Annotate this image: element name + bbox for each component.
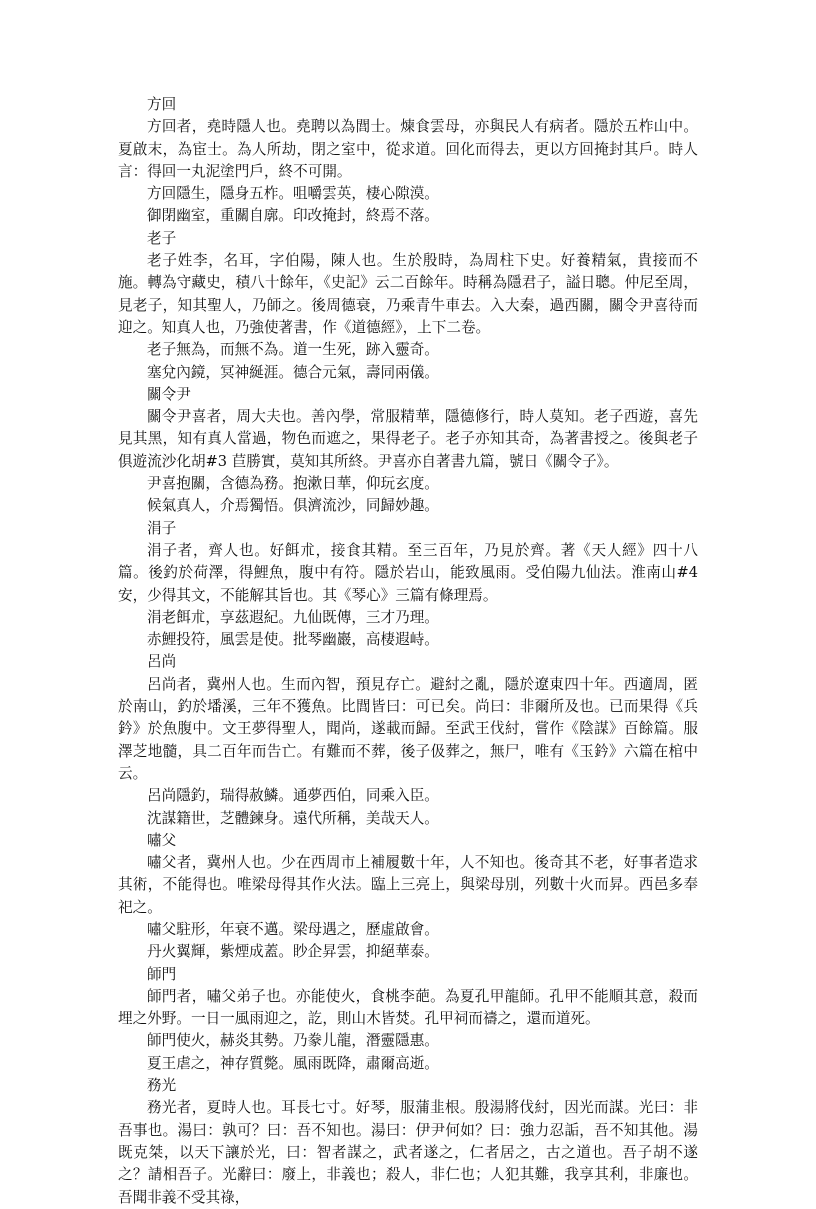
section-heading: 老子 — [147, 229, 177, 247]
body-paragraph: 尹喜抱關，含德為務。抱漱日華，仰玩玄度。 — [147, 475, 439, 493]
body-paragraph: 夏王虐之，神存質斃。風雨既降，肅爾高逝。 — [147, 1054, 439, 1072]
body-paragraph: 務光者，夏時人也。耳長七寸。好琴，服蒲韭根。殷湯將伐紂，因光而謀。光曰：非吾事也。湯曰：孰可？曰：吾不知也。湯曰：伊尹何如？曰：強力忍詬，吾不知其他。湯既克桀，以天下讓於光，曰：智者謀之，武者遂之，仁者居之，古之道也。吾子胡不遂之？請相吾子。光辭曰：廢上，非義也；殺人，非仁也；人犯其難，我享其利，非廉也。吾聞非義不受其祿， — [118, 1099, 698, 1206]
body-paragraph: 赤鯉投符，風雲是使。批琴幽巖，高棲遐峙。 — [147, 631, 439, 649]
body-paragraph: 丹火翼輝，紫煙成蓋。眇企昇雲，抑絕華泰。 — [147, 943, 439, 961]
body-paragraph: 方回者，堯時隱人也。堯聘以為閭士。煉食雲母，亦與民人有病者。隱於五柞山中。夏啟末，為宦士。為人所劫，閉之室中，從求道。回化而得去，更以方回掩封其戶。時人言：得回一丸泥塗門戶，終不可開。 — [118, 118, 698, 180]
section-heading: 方回 — [147, 96, 177, 113]
section-heading: 師門 — [147, 965, 177, 983]
body-paragraph: 涓子者，齊人也。好餌朮，接食其精。至三百年，乃見於齊。著《天人經》四十八篇。後釣於荷澤，得鯉魚，腹中有符。隱於岩山，能致風雨。受伯陽九仙法。淮南山#4 安，少得其文，不能解其旨也。其《琴心》三篇有條理焉。 — [118, 541, 698, 604]
body-paragraph: 涓老餌朮，享茲遐紀。九仙既傳，三才乃理。 — [147, 608, 439, 626]
section-heading: 涓子 — [147, 519, 177, 537]
body-paragraph: 御閉幽室，重關自廓。印改掩封，終焉不落。 — [147, 207, 439, 225]
body-paragraph: 候氣真人，介焉獨悟。俱濟流沙，同歸妙趣。 — [147, 497, 439, 515]
body-paragraph: 老子姓李，名耳，字伯陽，陳人也。生於殷時，為周柱下史。好養精氣，貴接而不施。轉為守藏史，積八十餘年，《史記》云二百餘年。時稱為隱君子，謚日聰。仲尼至周，見老子，知其聖人，乃師之。後周德衰，乃乘青牛車去。入大秦，過西關，關令尹喜待而迎之。知真人也，乃強使著書，作《道德經》，上下二卷。 — [118, 252, 698, 336]
body-paragraph: 師門使火，赫炎其勢。乃豢儿龍，潛靈隱惠。 — [147, 1032, 439, 1050]
body-paragraph: 呂尚者，冀州人也。生而內智，預見存亡。避紂之亂，隱於遼東四十年。西適周，匿於南山，釣於墦溪，三年不獲魚。比閭皆曰：可已矣。尚曰：非爾所及也。已而果得《兵鈐》於魚腹中。文王夢得聖人，聞尚，遂載而歸。至武王伐紂，嘗作《陰謀》百餘篇。服澤芝地髓，具二百年而告亡。有難而不葬，後子伋葬之，無尸，唯有《玉鈐》六篇在棺中云。 — [118, 675, 698, 782]
body-paragraph: 關令尹喜者，周大夫也。善內學，常服精華，隱德修行，時人莫知。老子西遊，喜先見其黑，知有真人當過，物色而遮之，果得老子。老子亦知其奇，為著書授之。後與老子俱遊流沙化胡#3 苣勝實，莫知其所終。尹喜亦自著書九篇，號日《關令子》。 — [118, 408, 698, 470]
body-paragraph: 老子無為，而無不為。道一生死，跡入靈奇。 — [147, 341, 439, 359]
body-paragraph: 塞兌內鏡，冥神綖涯。德合元氣，壽同兩儀。 — [147, 363, 439, 381]
body-paragraph: 嘯父者，冀州人也。少在西周市上補履數十年，人不知也。後奇其不老，好事者造求其術，不能得也。唯梁母得其作火法。臨上三亮上，與梁母別，列數十火而昇。西邑多奉祀之。 — [118, 854, 698, 916]
section-heading: 務光 — [147, 1077, 177, 1095]
document-body — [118, 94, 698, 1209]
body-paragraph: 師門者，嘯父弟子也。亦能使火，食桃李葩。為夏孔甲龍師。孔甲不能順其意，殺而埋之外野。一日一風雨迎之，訖，則山木皆焚。孔甲祠而禱之，還而道死。 — [118, 987, 698, 1028]
section-heading: 嘯父 — [147, 831, 177, 849]
body-paragraph: 方回隱生，隱身五柞。咀嚼雲英，棲心隙漠。 — [147, 185, 439, 203]
section-heading: 關令尹 — [147, 385, 191, 403]
body-paragraph: 呂尚隱釣，瑞得赦鱗。通夢西伯，同乘入臣。 — [147, 787, 439, 805]
section-heading: 呂尚 — [147, 653, 177, 671]
body-paragraph: 沈謀籍世，芝體鍊身。遠代所稱，美哉天人。 — [147, 809, 439, 827]
body-paragraph: 嘯父駐形，年衰不邁。梁母遇之，歷虛啟會。 — [147, 920, 439, 938]
